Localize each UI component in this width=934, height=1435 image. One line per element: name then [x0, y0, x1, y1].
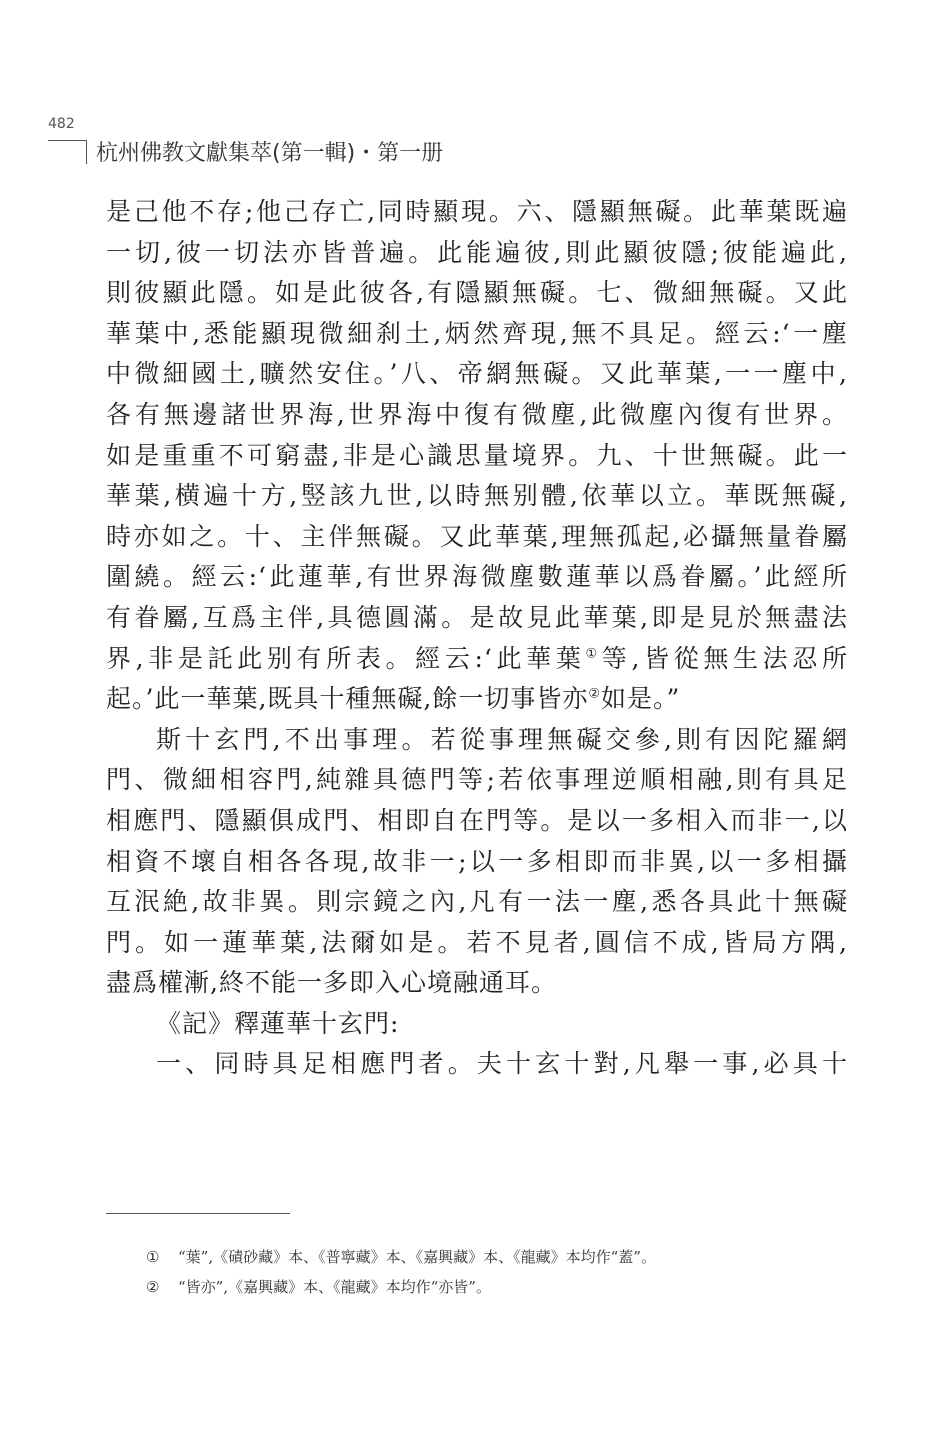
footnote-reference-2: ②: [588, 686, 601, 702]
footnote: [146, 1272, 846, 1302]
text-line: 如是重重不可窮盡,非是心識思量境界。九、十世無礙。此一: [106, 440, 848, 470]
text-line: 《記》釋蓮華十玄門:: [156, 1008, 400, 1038]
text-line: 時亦如之。十、主伴無礙。又此華葉,理無孤起,必攝無量眷屬: [106, 521, 848, 551]
body-text: [106, 192, 848, 1085]
footnote-reference-1: ①: [585, 646, 602, 662]
text-line: [106, 639, 848, 680]
text-line: 各有無邊諸世界海,世界海中復有微塵,此微塵內復有世界。: [106, 399, 848, 429]
text-line: 圍繞。經云:‘此蓮華,有世界海微塵數蓮華以爲眷屬。’此經所: [106, 562, 848, 592]
text-line: 相應門、隱顯俱成門、相即自在門等。是以一多相入而非一,以: [106, 805, 848, 835]
text-line: 華葉,横遍十方,竪該九世,以時無别體,依華以立。華既無礙,: [106, 481, 848, 511]
footnote-marker: ②: [146, 1278, 160, 1296]
text-line: 門。如一蓮華葉,法爾如是。若不見者,圓信不成,皆局方隅,: [106, 927, 848, 957]
text-line: [106, 679, 848, 720]
footnote-rule: [106, 1213, 290, 1214]
footnotes: [146, 1242, 846, 1302]
text-line: 有眷屬,互爲主伴,具德圓滿。是故見此華葉,即是見於無盡法: [106, 602, 848, 632]
text-line: 一切,彼一切法亦皆普遍。此能遍彼,則此顯彼隱;彼能遍此,: [106, 237, 848, 267]
text-segment: 如是。”: [601, 684, 681, 714]
text-line: 盡爲權漸,終不能一多即入心境融通耳。: [106, 968, 557, 998]
header-rule-horizontal: [48, 140, 86, 141]
text-segment: 等,皆從無生法忍所: [601, 643, 848, 673]
text-line: 門、微細相容門,純雜具德門等;若依事理逆順相融,則有具足: [106, 765, 848, 795]
text-line: 是己他不存;他己存亡,同時顯現。六、隱顯無礙。此華葉既遍: [106, 197, 848, 226]
text-line: 華葉中,悉能顯現微細刹土,炳然齊現,無不具足。經云:‘一塵: [106, 318, 848, 348]
text-segment: 界,非是託此别有所表。經云:‘此華葉: [106, 643, 586, 673]
text-line: 斯十玄門,不出事理。若從事理無礙交參,則有因陀羅網: [156, 724, 848, 754]
footnote-text: “皆亦”,《嘉興藏》本、《龍藏》本均作“亦皆”。: [178, 1278, 491, 1296]
text-line: 中微細國土,曠然安住。’八、帝網無礙。又此華葉,一一塵中,: [106, 359, 848, 389]
text-line: 相資不壞自相各各現,故非一;以一多相即而非異,以一多相攝: [106, 846, 848, 876]
page-number: 482: [48, 116, 75, 132]
footnote-marker: ①: [146, 1248, 160, 1266]
text-line: 則彼顯此隱。如是此彼各,有隱顯無礙。七、微細無礙。又此: [106, 278, 848, 308]
footnote: [146, 1242, 846, 1272]
header-rule-vertical: [86, 140, 87, 164]
text-line: 互泯絶,故非異。則宗鏡之內,凡有一法一塵,悉各具此十無礙: [106, 887, 848, 917]
footnote-text: “葉”,《磧砂藏》本、《普寧藏》本、《嘉興藏》本、《龍藏》本均作“蓋”。: [178, 1248, 656, 1266]
running-header: 杭州佛教文獻集萃(第一輯)・第一册: [96, 141, 444, 166]
text-line: 一、同時具足相應門者。夫十玄十對,凡舉一事,必具十: [156, 1049, 848, 1079]
text-segment: 起。’此一華葉,既具十種無礙,餘一切事皆亦: [106, 684, 589, 714]
